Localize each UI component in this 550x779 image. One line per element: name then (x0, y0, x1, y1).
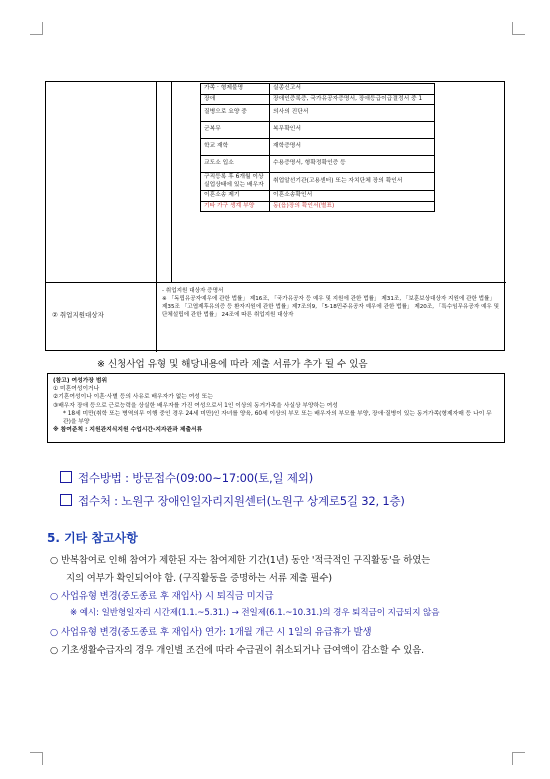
document-type-table (200, 83, 435, 212)
table-row (201, 94, 435, 105)
table-cell: 장애인증록증, 국가유공자증명서, 장애등급이급결정서 중 1 (270, 94, 435, 105)
table-divider-1 (156, 82, 157, 352)
table-cell: 학교 재학 (201, 139, 270, 156)
application-place-text: 접수처 : 노원구 장애인일자리지원센터(노원구 상계로5길 32, 1층) (78, 494, 405, 508)
application-place (60, 493, 405, 509)
table-row (201, 84, 435, 95)
list-item: ※ 예시: 일반형일자리 시간제(1.1.~5.31.) → 전일제(6.1.~10.31.)의 경우 퇴직금이 지급되지 않음 (70, 608, 440, 618)
list-item: 지의 여부가 확인되어야 함. (구직활동을 증명하는 서류 제출 필수) (66, 573, 332, 584)
crop-mark-top-left (30, 22, 43, 35)
checkbox-square-icon (60, 494, 72, 506)
table-cell: 재학증명서 (270, 139, 435, 156)
table-row (201, 156, 435, 173)
table-cell: 기타 가구 생계 부양 (201, 201, 270, 212)
additional-documents-note: ※ 신청사업 유형 및 해당내용에 따라 제출 서류가 추가 될 수 있음 (97, 359, 368, 370)
beneficiary-line: - 취업지원 대상자 증명서 (162, 288, 224, 294)
table-cell: 구직등록 후 6개월 이상 실업상태에 있는 배우자 (201, 173, 270, 191)
table-row (201, 191, 435, 202)
table-cell: 가족 · 형제불명 (201, 84, 270, 95)
reference-line: ③배우자 장애 등으로 근로능력을 상실한 배우자를 가진 여성으로서 1인 이상의 동거가족을 사실상 부양하는 여성 (53, 402, 338, 409)
table-cell: 군복무 (201, 122, 270, 139)
list-item: ○ 사업유형 변경(중도종료 후 재입사) 시 퇴직금 미지급 (50, 591, 274, 602)
table-cell: 복무확인서 (270, 122, 435, 139)
reference-line: ※ 참여준칙 : 지원관지식지원 수업시간-지자관과 제출서류 (53, 427, 203, 434)
crop-mark-bottom-left (30, 752, 43, 765)
table-cell: 질병으로 요양 중 (201, 105, 270, 122)
table-row (201, 139, 435, 156)
beneficiary-label: ② 취업지원대상자 (52, 311, 104, 319)
crop-mark-top-right (512, 22, 525, 35)
table-cell: 이혼소송 제기 (201, 191, 270, 202)
table-cell: 수용증명서, 형확정확인증 등 (270, 156, 435, 173)
table-row (201, 122, 435, 139)
table-row-divider (46, 282, 506, 283)
application-method (60, 470, 313, 486)
reference-line: ②기혼여성이나 이혼·사별 등의 사유로 배우자가 없는 여성 또는 (53, 394, 213, 401)
table-row (201, 201, 435, 212)
reference-line: ① 미혼여성이거나 (53, 386, 100, 393)
reference-box (47, 373, 505, 443)
list-item: ○ 사업유형 변경(중도종료 후 재입사) 연가: 1개월 개근 시 1일의 유급휴가 발생 (50, 627, 372, 638)
beneficiary-description (162, 287, 500, 319)
reference-line: * 18세 미만(취학 또는 병역의무 이행 중인 경우 24세 미만)인 자녀를 양육, 60세 이상의 부모 또는 배우자의 부모를 부양, 장애·질병이 있는 동거가족(형제자매 등 나이 무관)을 부양 (63, 410, 492, 426)
list-item: ○ 기초생활수급자의 경우 개인별 조건에 따라 수급권이 취소되거나 급여액이 감소할 수 있음. (50, 645, 425, 656)
list-item: ○ 반복참여로 인해 참여가 제한된 자는 참여제한 기간(1년) 동안 '적극적인 구직활동'을 하였는 (50, 555, 431, 566)
table-cell: 취업알선기관(고용센터) 또는 자치단체 장의 확인서 (270, 173, 435, 191)
crop-mark-bottom-right (512, 752, 525, 765)
section-5-title: 5. 기타 참고사항 (47, 531, 138, 545)
application-method-text: 접수방법 : 방문접수(09:00~17:00(토,일 제외) (78, 471, 313, 485)
table-row (201, 173, 435, 191)
table-cell: 이혼소송확인서 (270, 191, 435, 202)
table-cell: 교도소 입소 (201, 156, 270, 173)
checkbox-square-icon (60, 471, 72, 483)
beneficiary-line: ※ 「독립유공자예우에 관한 법률」 제16조, 「국가유공자 등 예우 및 지원에 관한 법률」 제31조, 「보훈보상대상자 지원에 관한 법률」제35조 「고엽제후유의증 등 환자지원에 관한 법률」제7조의9, 「5·18민주유공자 예우에 관한 법률」 제20조, 「특수임무유공자 예우 및 단체설립에 관한 법률」 24조에 따른 취업지원 대상자 (162, 296, 500, 319)
table-cell: 장애 (201, 94, 270, 105)
table-row (201, 105, 435, 122)
reference-title: (참고) 여성가장 범위 (53, 378, 108, 384)
table-cell: 동(읍)장의 확인서(별표) (270, 201, 435, 212)
table-cell: 실종신고서 (270, 84, 435, 95)
table-divider-2 (171, 82, 172, 282)
table-cell: 의사의 진단서 (270, 105, 435, 122)
